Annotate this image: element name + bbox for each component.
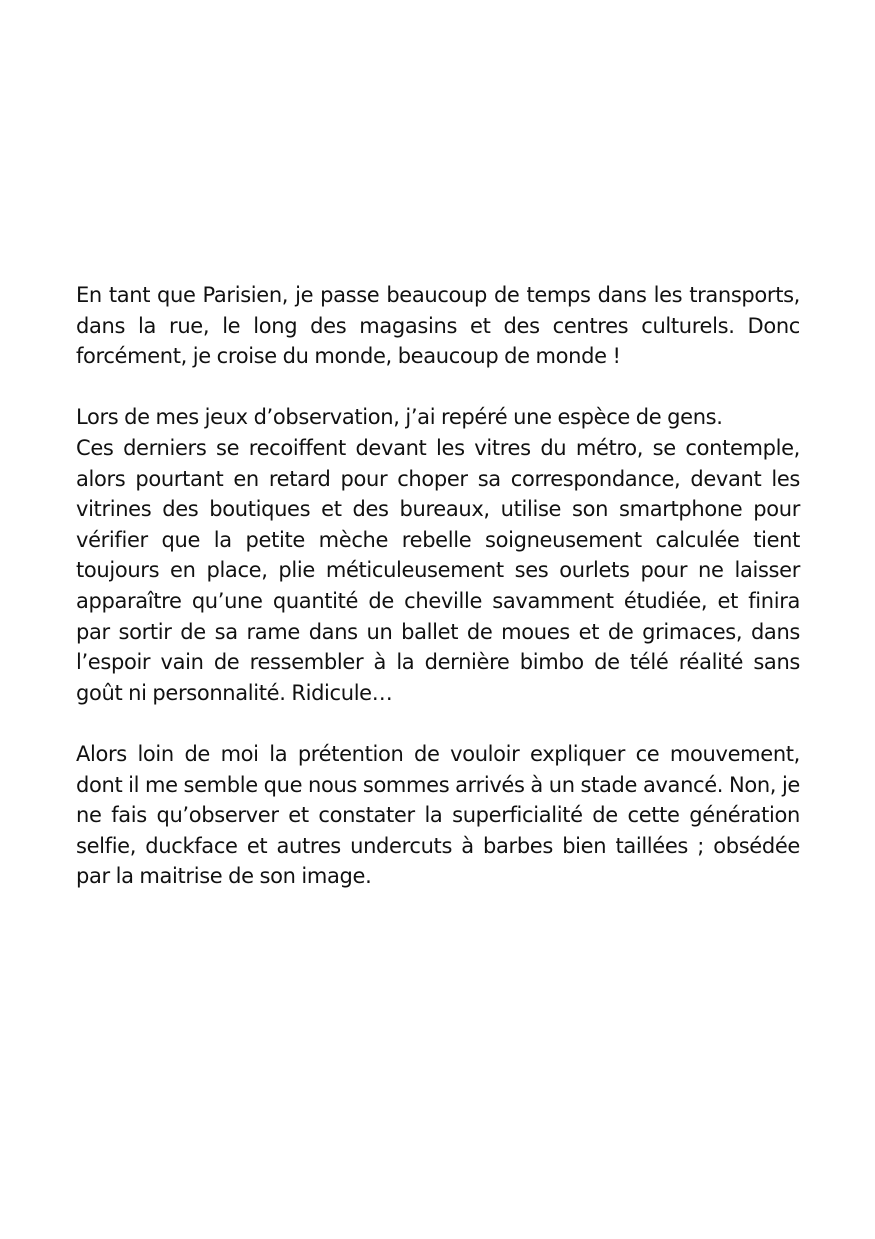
paragraph-observation-body: Ces derniers se recoiffent devant les vitres du métro, se contemple, alors pourtant en retard pour choper sa correspondance, devant les vitrines des boutiques et des bureaux, utilise son smartphone pour vérifier que la petite mèche rebelle soigneusement calculée tient toujours en place, plie méticuleusement ses ourlets pour ne laisser apparaître qu’une quantité de cheville savamment étudiée, et finira par sortir de sa rame dans un ballet de moues et de grimaces, dans l’espoir vain de ressembler à la dernière bimbo de télé réalité sans goût ni personnalité. Ridicule… <box>76 435 800 705</box>
paragraph-observation-lead: Lors de mes jeux d’observation, j’ai repéré une espèce de gens. <box>76 405 723 430</box>
body-text <box>76 280 800 922</box>
paragraph-conclusion: Alors loin de moi la prétention de vouloir expliquer ce mouvement, dont il me semble que nous sommes arrivés à un stade avancé. Non, je ne fais qu’observer et constater la superficialité de cette génération selfie, duckface et autres undercuts à barbes bien taillées ; obsédée par la maitrise de son image. <box>76 741 800 889</box>
paragraph-intro: En tant que Parisien, je passe beaucoup de temps dans les transports, dans la rue, le long des magasins et des centres culturels. Donc forcément, je croise du monde, beaucoup de monde ! <box>76 283 800 369</box>
